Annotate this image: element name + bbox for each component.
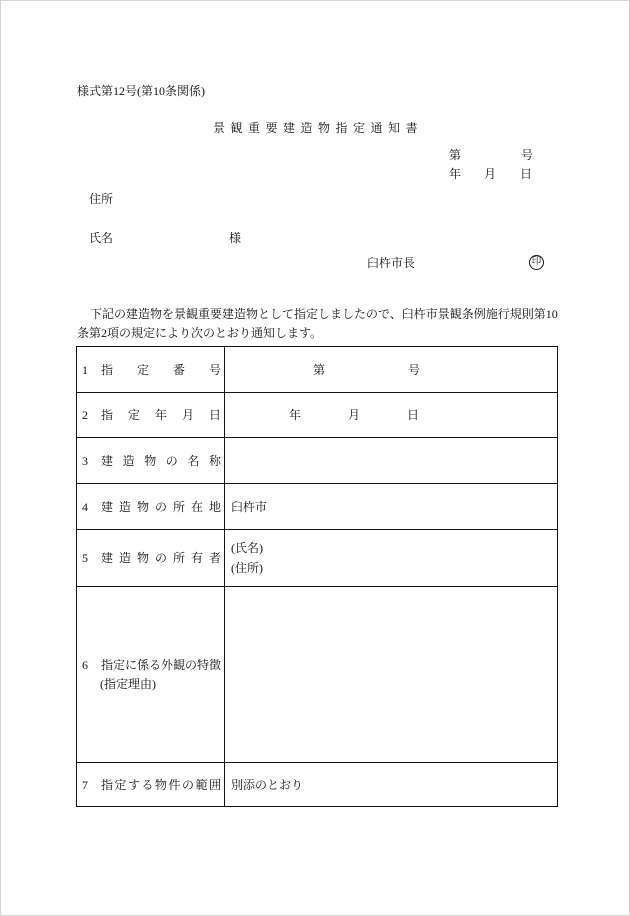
designation-date-year: 年 (289, 408, 302, 422)
recipient-name-label: 氏名 (89, 231, 114, 245)
row-label-cell (77, 393, 225, 437)
row-value-cell (225, 484, 557, 529)
row-value-cell (225, 438, 557, 483)
designation-number-prefix: 第 (313, 362, 326, 377)
row-label-lines (82, 656, 221, 694)
row-label: 指定に係る外観の特徴 (101, 658, 222, 672)
notice-date-year: 年 (449, 167, 462, 181)
issuer-title: 臼杵市長 (367, 256, 416, 270)
recipient-address-label: 住所 (89, 192, 114, 206)
seal-icon: 印 (529, 255, 544, 270)
notice-number-prefix: 第 (449, 148, 462, 162)
body-text-line-1: 下記の建造物を景観重要建造物として指定しましたので、臼杵市景観条例施行規則第10 (90, 307, 558, 321)
row-label: 指定年月日 (101, 408, 221, 422)
row-label-cell (77, 587, 225, 762)
form-number: 様式第12号(第10条関係) (77, 84, 205, 98)
row-number: 2 (82, 408, 88, 422)
property-scope-value: 別添のとおり (231, 777, 304, 792)
row-number: 7 (82, 777, 88, 792)
notice-date-day: 日 (520, 167, 533, 181)
row-number: 6 (82, 658, 88, 672)
row-label: 建造物の所在地 (101, 499, 221, 514)
row-label-cell (77, 763, 225, 806)
document-title: 景観重要建造物指定通知書 (213, 121, 424, 135)
row-number: 5 (82, 551, 88, 565)
row-value-cell (225, 763, 557, 806)
owner-name-label: (氏名) (231, 541, 263, 555)
row-label-cell (77, 484, 225, 529)
row-label-cell (77, 530, 225, 586)
owner-address-label: (住所) (231, 561, 263, 575)
row-label-cell (77, 438, 225, 483)
row-label: 指定番号 (101, 362, 221, 377)
row-label-line (82, 656, 221, 675)
row-number: 3 (82, 453, 88, 468)
row-label: 指定する物件の範囲 (101, 777, 221, 792)
body-text-line-2: 条第2項の規定により次のとおり通知します。 (77, 326, 323, 340)
designation-number-suffix: 号 (408, 362, 421, 377)
designation-date-field (231, 407, 419, 423)
row-value-cell (225, 530, 557, 586)
row-value-cell (225, 347, 557, 392)
table-row-building-name (77, 437, 557, 483)
table-row-exterior-features (77, 586, 557, 762)
notice-number-suffix: 号 (521, 148, 534, 162)
row-label: 建造物の名称 (101, 453, 221, 468)
building-location-value: 臼杵市 (231, 499, 268, 514)
row-sublabel: (指定理由) (100, 676, 156, 691)
table-row-property-scope (77, 762, 557, 806)
row-label-cell (77, 347, 225, 392)
table-row-building-location (77, 483, 557, 529)
row-value-cell (225, 393, 557, 437)
table-row-designation-date (77, 392, 557, 437)
table-row-designation-number (77, 347, 557, 392)
designation-table (76, 346, 558, 807)
row-label: 建造物の所有者 (101, 551, 221, 565)
notice-date-month: 月 (484, 167, 497, 181)
row-value-cell (225, 587, 557, 762)
recipient-honorific: 様 (229, 231, 242, 245)
designation-number-field (231, 362, 420, 378)
table-row-building-owner (77, 529, 557, 586)
row-number: 1 (82, 362, 88, 377)
designation-date-month: 月 (348, 408, 361, 422)
designation-date-day: 日 (407, 408, 420, 422)
row-number: 4 (82, 499, 88, 514)
